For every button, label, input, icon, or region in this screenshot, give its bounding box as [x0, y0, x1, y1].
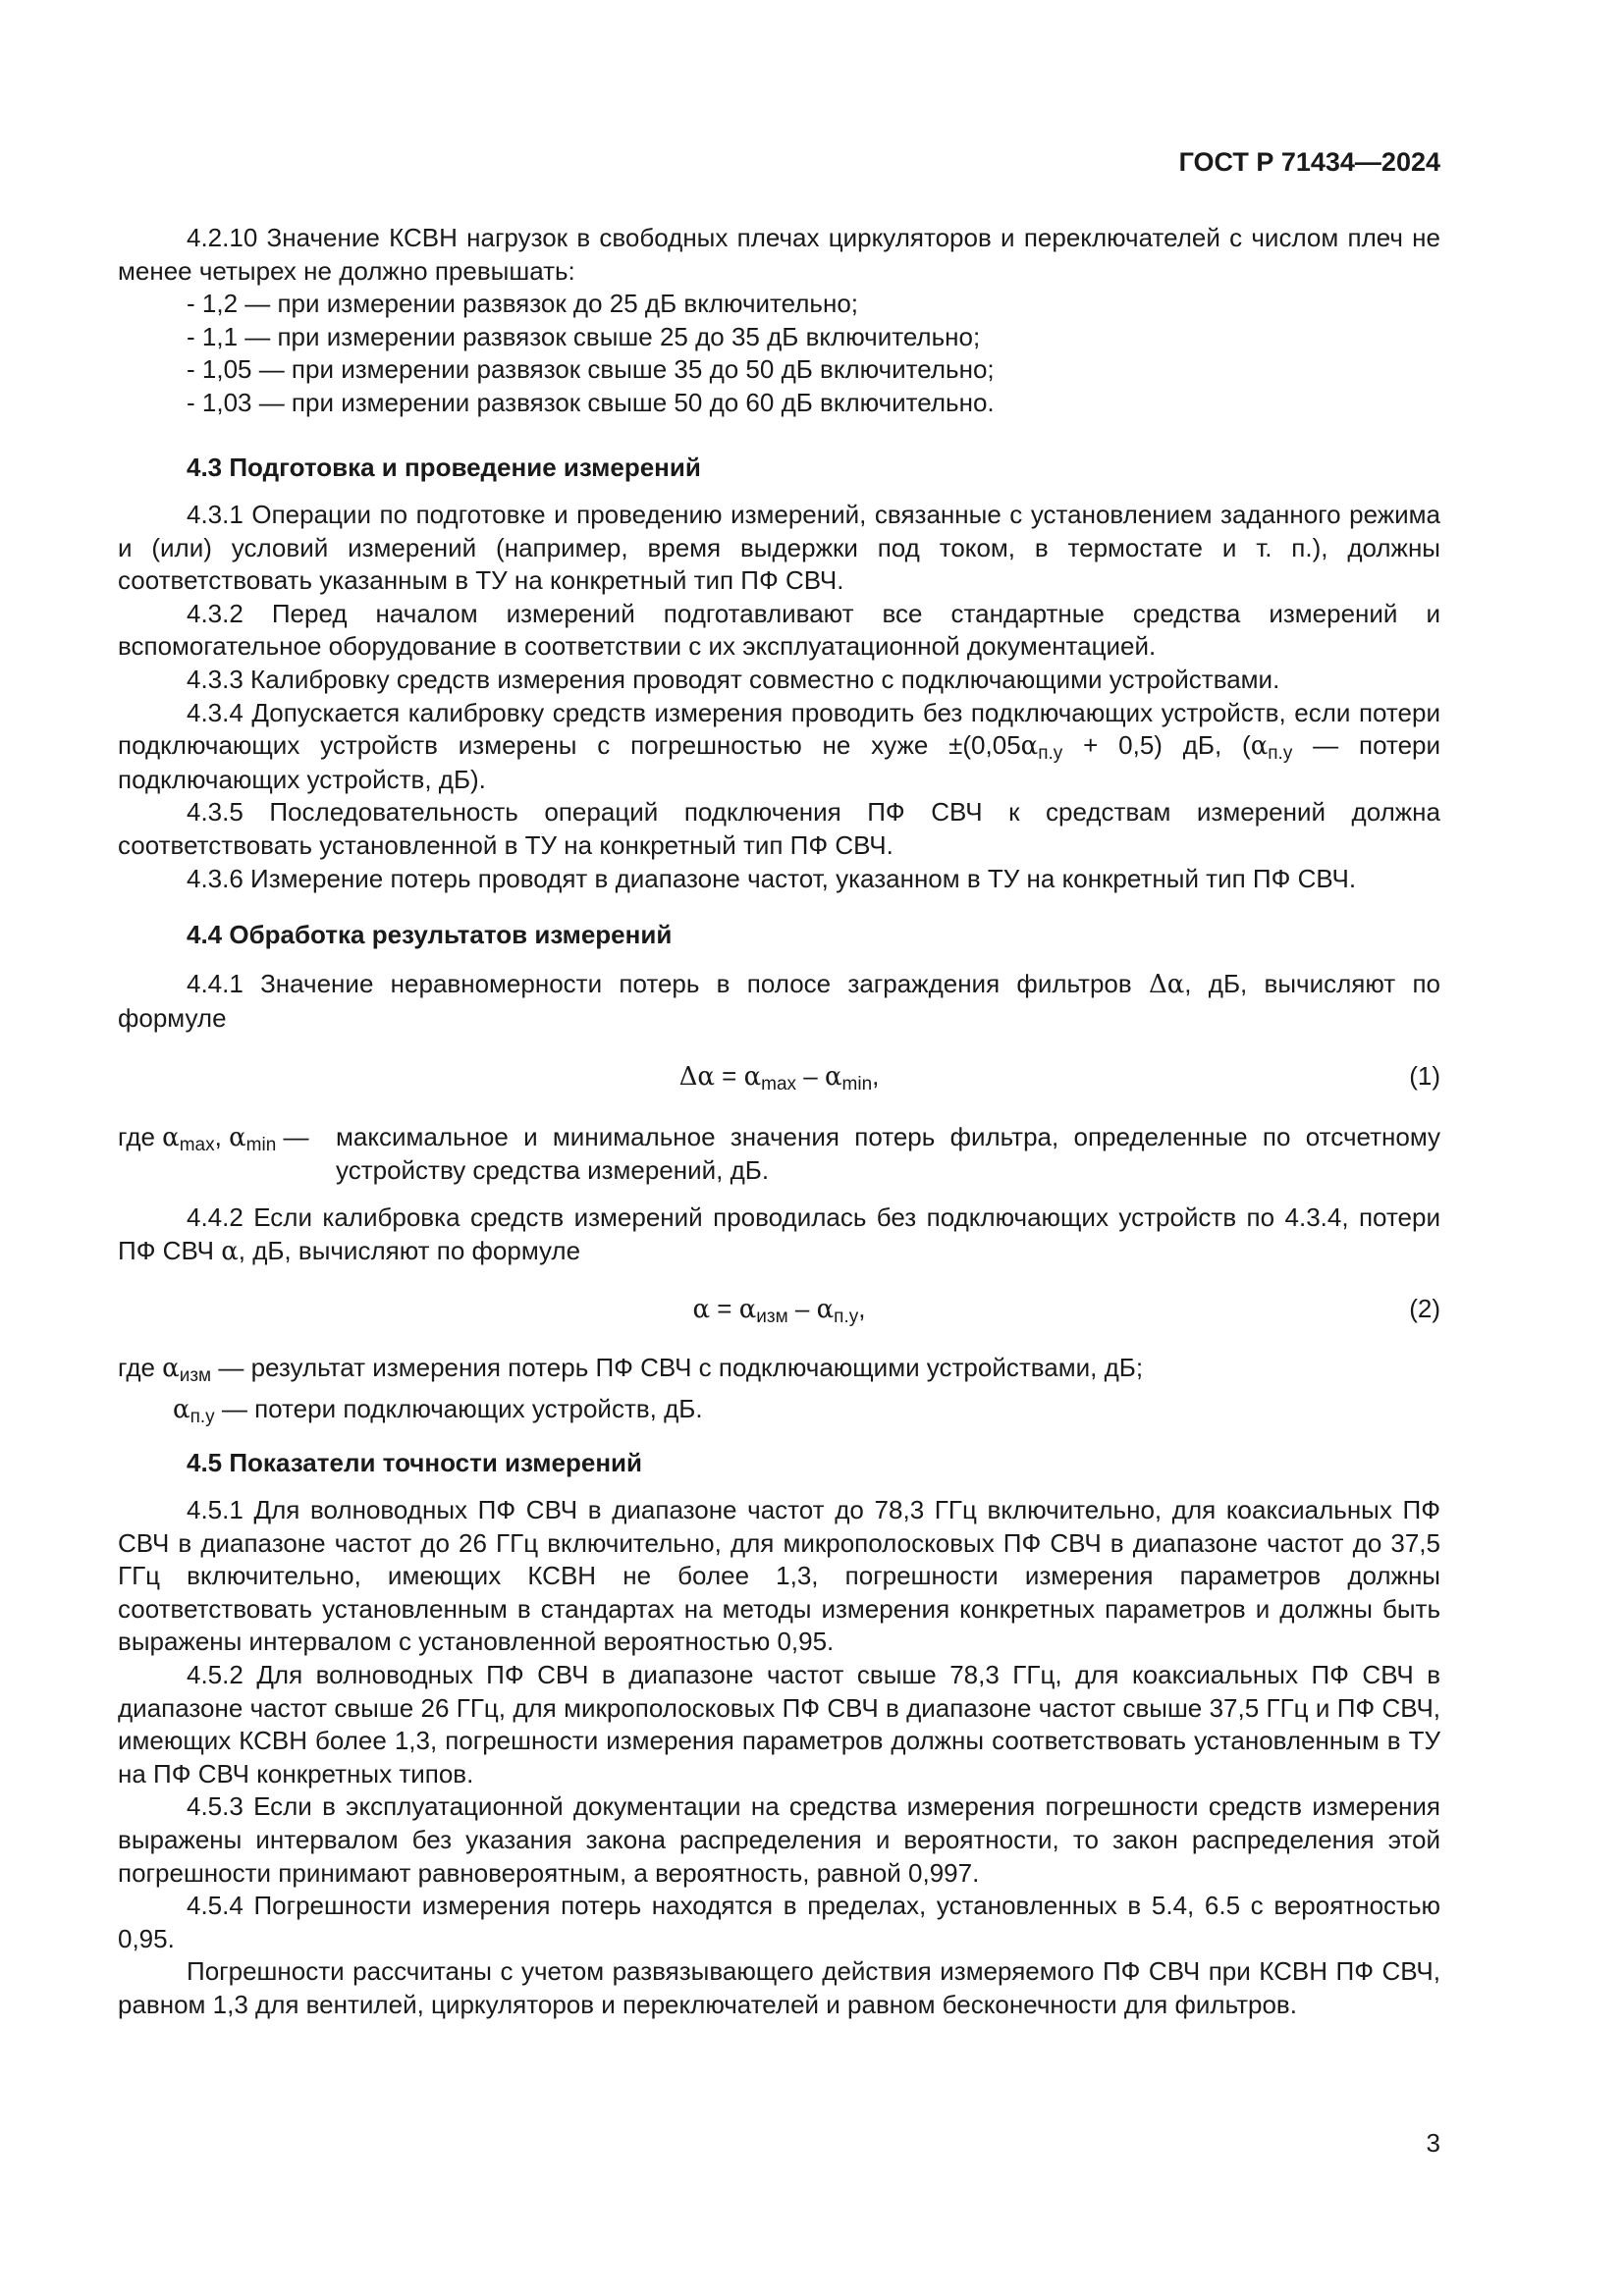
formula-1-number: (1)	[1409, 1061, 1440, 1091]
formula-1-legend	[118, 1121, 1440, 1190]
paragraph-4-3-6: 4.3.6 Измерение потерь проводят в диапазоне частот, указанном в ТУ на конкретный тип ПФ СВЧ.	[187, 863, 1357, 893]
list-item: - 1,05 — при измерении развязок свыше 35 до 50 дБ включительно;	[187, 354, 995, 385]
paragraph-4-3-5: 4.3.5 Последовательность операций подключения ПФ СВЧ к средствам измерений должна соответствовать установленной в ТУ на конкретный тип ПФ СВЧ.	[118, 797, 1440, 860]
legend-text: максимальное и минимальное значения потерь фильтра, определенные по отсчетному устройству средства измерений, дБ.	[336, 1122, 1440, 1185]
section-4-3	[118, 452, 1440, 485]
document-page	[118, 0, 1440, 2296]
section-heading-4-4: 4.4 Обработка результатов измерений	[187, 920, 673, 949]
section-4-5-body	[118, 1494, 1440, 2022]
formula-2-legend	[118, 1352, 1440, 1427]
paragraph-4-3-4: 4.3.4 Допускается калибровку средств измерения проводить без подключающих устройств, если потери подключающих устройств измерены с погрешностью не хуже $\pm(0,05\alpha_{п.у} + 0,5)$ дБ, ($\alpha_{п.у}$ — потери подключающих устройств, дБ).	[118, 697, 1441, 794]
legend-line-1: где $\alpha_{изм}$ — результат измерения потерь ПФ СВЧ с подключающими устройствами, дБ;	[118, 1353, 1144, 1386]
paragraph-4-5-2: 4.5.2 Для волноводных ПФ СВЧ в диапазоне частот свыше 78,3 ГГц, для коаксиальных ПФ СВЧ в диапазоне частот свыше 26 ГГц, для микрополосковых ПФ СВЧ в диапазоне частот свыше 37,5 ГГц и ПФ СВЧ, имеющих КСВН более 1,3, погрешности измерения параметров должны соответствовать установленным в ТУ на ПФ СВЧ конкретных типов.	[118, 1659, 1440, 1789]
section-heading-4-3: 4.3 Подготовка и проведение измерений	[187, 453, 701, 482]
paragraph-4-3-1: 4.3.1 Операции по подготовке и проведению измерений, связанные с установлением заданного режима и (или) условий измерений (например, время выдержки под током, в термостате и т. п.), должны соответствовать указанным в ТУ на конкретный тип ПФ СВЧ.	[118, 500, 1440, 596]
formula-1-expression: $\Delta\alpha = \alpha_{max} - \alpha_{min}$,	[678, 1061, 880, 1095]
paragraph-4-3-3: 4.3.3 Калибровку средств измерения проводят совместно с подключающими устройствами.	[187, 664, 1280, 694]
paragraph-4-5-4: 4.5.4 Погрешности измерения потерь находятся в пределах, установленных в 5.4, 6.5 с вероятностью 0,95.	[118, 1891, 1440, 1953]
legend-line-2: $\alpha_{п.у}$ — потери подключающих устройств, дБ.	[173, 1394, 703, 1427]
formula-2-expression: $\alpha = \alpha_{изм} - \alpha_{п.у}$,	[692, 1294, 866, 1327]
section-4-4-2	[118, 1201, 1440, 1268]
paragraph-4-5-1: 4.5.1 Для волноводных ПФ СВЧ в диапазоне частот до 78,3 ГГц включительно, для коаксиальных ПФ СВЧ в диапазоне частот до 26 ГГц включительно, для микрополосковых ПФ СВЧ в диапазоне частот до 37,5 ГГц включительно, имеющих КСВН не более 1,3, погрешности измерения параметров должны соответствовать установленным в стандартах на методы измерения конкретных параметров и должны быть выражены интервалом с установленной вероятностью 0,95.	[118, 1495, 1440, 1657]
section-4-4-1	[118, 968, 1440, 1035]
page-number: 3	[1426, 2128, 1440, 2158]
formula-2	[118, 1292, 1440, 1325]
legend-label: где $\alpha_{max}$, $\alpha_{min}$ —	[118, 1122, 309, 1155]
section-4-3-body	[118, 499, 1440, 895]
section-4-4	[118, 919, 1440, 952]
section-4-5	[118, 1447, 1440, 1480]
formula-2-number: (2)	[1409, 1294, 1440, 1323]
paragraph-4-4-2: 4.4.2 Если калибровка средств измерений проводилась без подключающих устройств по 4.3.4, потери ПФ СВЧ α, дБ, вычисляют по формуле	[118, 1202, 1440, 1266]
list-item: - 1,03 — при измерении развязок свыше 50 до 60 дБ включительно.	[187, 387, 995, 417]
paragraph-4-5-note: Погрешности рассчитаны с учетом развязывающего действия измеряемого ПФ СВЧ при КСВН ПФ СВЧ, равном 1,3 для вентилей, циркуляторов и переключателей и равном бесконечности для фильтров.	[118, 1956, 1440, 2019]
paragraph-4-2-10: 4.2.10 Значение КСВН нагрузок в свободных плечах циркуляторов и переключателей с числом плеч не менее четырех не должно превышать:	[118, 223, 1440, 286]
paragraph-4-4-1: 4.4.1 Значение неравномерности потерь в полосе заграждения фильтров Δα, дБ, вычисляют по формуле	[118, 969, 1440, 1033]
paragraph-4-5-3: 4.5.3 Если в эксплуатационной документации на средства измерения погрешности средств измерения выражены интервалом без указания закона распределения и вероятности, то закон распределения этой погрешности принимают равновероятным, а вероятность, равной 0,997.	[118, 1791, 1440, 1888]
section-4-2-10	[118, 222, 1440, 420]
list-item: - 1,2 — при измерении развязок до 25 дБ включительно;	[187, 289, 858, 319]
document-header: ГОСТ Р 71434—2024	[1178, 147, 1440, 177]
paragraph-4-3-2: 4.3.2 Перед началом измерений подготавливают все стандартные средства измерений и вспомогательное оборудование в соответствии с их эксплуатационной документацией.	[118, 598, 1440, 662]
formula-1	[118, 1059, 1440, 1093]
section-heading-4-5: 4.5 Показатели точности измерений	[187, 1448, 643, 1477]
list-item: - 1,1 — при измерении развязок свыше 25 до 35 дБ включительно;	[187, 321, 981, 351]
